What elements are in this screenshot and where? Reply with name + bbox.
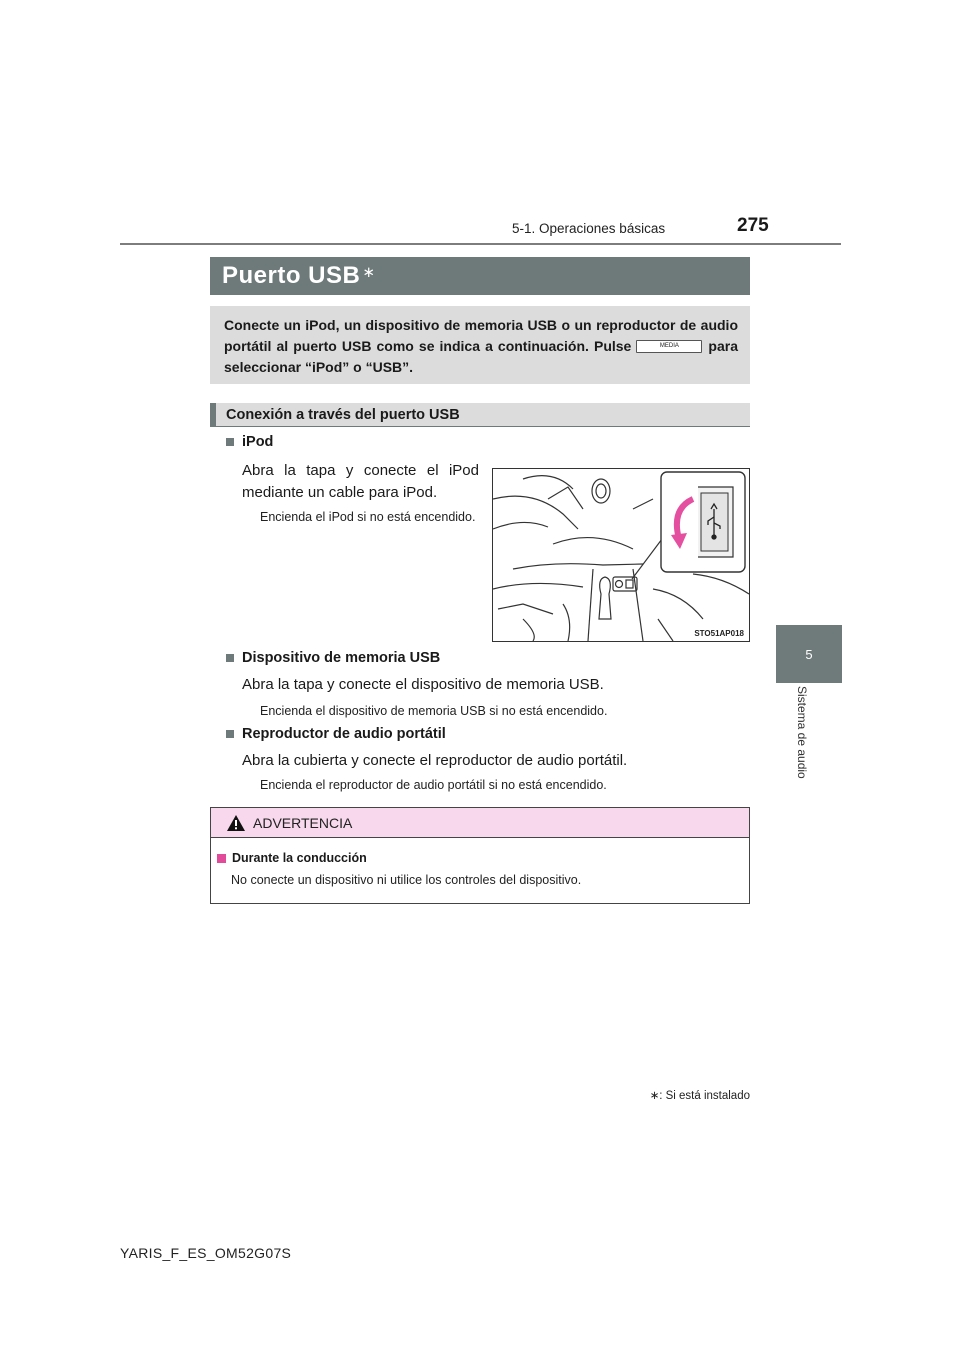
warning-title [217, 851, 367, 865]
media-button-icon: MEDIA [636, 340, 702, 353]
intro-text-b: para seleccionar “iPod” o “USB”. [224, 338, 738, 375]
section-path: 5-1. Operaciones básicas [512, 221, 666, 236]
footnote-text: : Si está instalado [659, 1090, 750, 1102]
warning-text: No conecte un dispositivo ni utilice los controles del dispositivo. [231, 873, 582, 887]
section-heading-ipod [226, 434, 273, 450]
usb-port-illustration [492, 468, 750, 642]
bullet-square-icon [226, 730, 234, 738]
header-divider [120, 243, 841, 245]
figure-code: STO51AP018 [694, 629, 744, 638]
chapter-tab [776, 625, 842, 683]
page-title: Puerto USB [222, 262, 361, 289]
intro-box [210, 306, 750, 384]
section-note-portable-player: Encienda el reproductor de audio portátil si no está encendido. [260, 778, 607, 792]
optional-equipment-asterisk: ∗ [362, 264, 375, 281]
document-code: YARIS_F_ES_OM52G07S [120, 1245, 292, 1261]
footnote-mark: ∗ [649, 1090, 660, 1102]
warning-title-text: Durante la conducción [232, 851, 367, 865]
dashboard-drawing [493, 469, 749, 641]
section-subheader: Conexión a través del puerto USB [210, 403, 750, 427]
section-instruction-ipod: Abra la tapa y conecte el iPod mediante un cable para iPod. [242, 462, 479, 501]
intro-text-a: Conecte un iPod, un dispositivo de memoria USB o un reproductor de audio portátil al puerto USB como se indica a continuación. Pulse [224, 317, 738, 354]
section-heading-portable-player [226, 726, 446, 742]
warning-header [211, 808, 749, 838]
chapter-tab-number: 5 [805, 646, 813, 662]
warning-triangle-icon [227, 815, 245, 831]
section-instruction-portable-player: Abra la cubierta y conecte el reproductor de audio portátil. [242, 752, 628, 769]
warning-box [210, 807, 750, 904]
bullet-square-icon [226, 438, 234, 446]
section-note-ipod: Encienda el iPod si no está encendido. [260, 510, 476, 524]
pink-square-icon [217, 854, 226, 863]
section-heading-text: Reproductor de audio portátil [242, 726, 446, 742]
chapter-tab-label: Sistema de audio [795, 686, 809, 779]
bullet-square-icon [226, 654, 234, 662]
section-note-usb-memory: Encienda el dispositivo de memoria USB si no está encendido. [260, 704, 608, 718]
footnote [640, 1088, 750, 1102]
section-heading-text: iPod [242, 434, 274, 450]
page-number: 275 [737, 215, 769, 236]
section-instruction-usb-memory: Abra la tapa y conecte el dispositivo de memoria USB. [242, 676, 604, 693]
section-heading-text: Dispositivo de memoria USB [242, 650, 441, 666]
page-title-banner [210, 257, 750, 295]
warning-label: ADVERTENCIA [253, 814, 353, 831]
section-heading-usb-memory [226, 650, 440, 666]
